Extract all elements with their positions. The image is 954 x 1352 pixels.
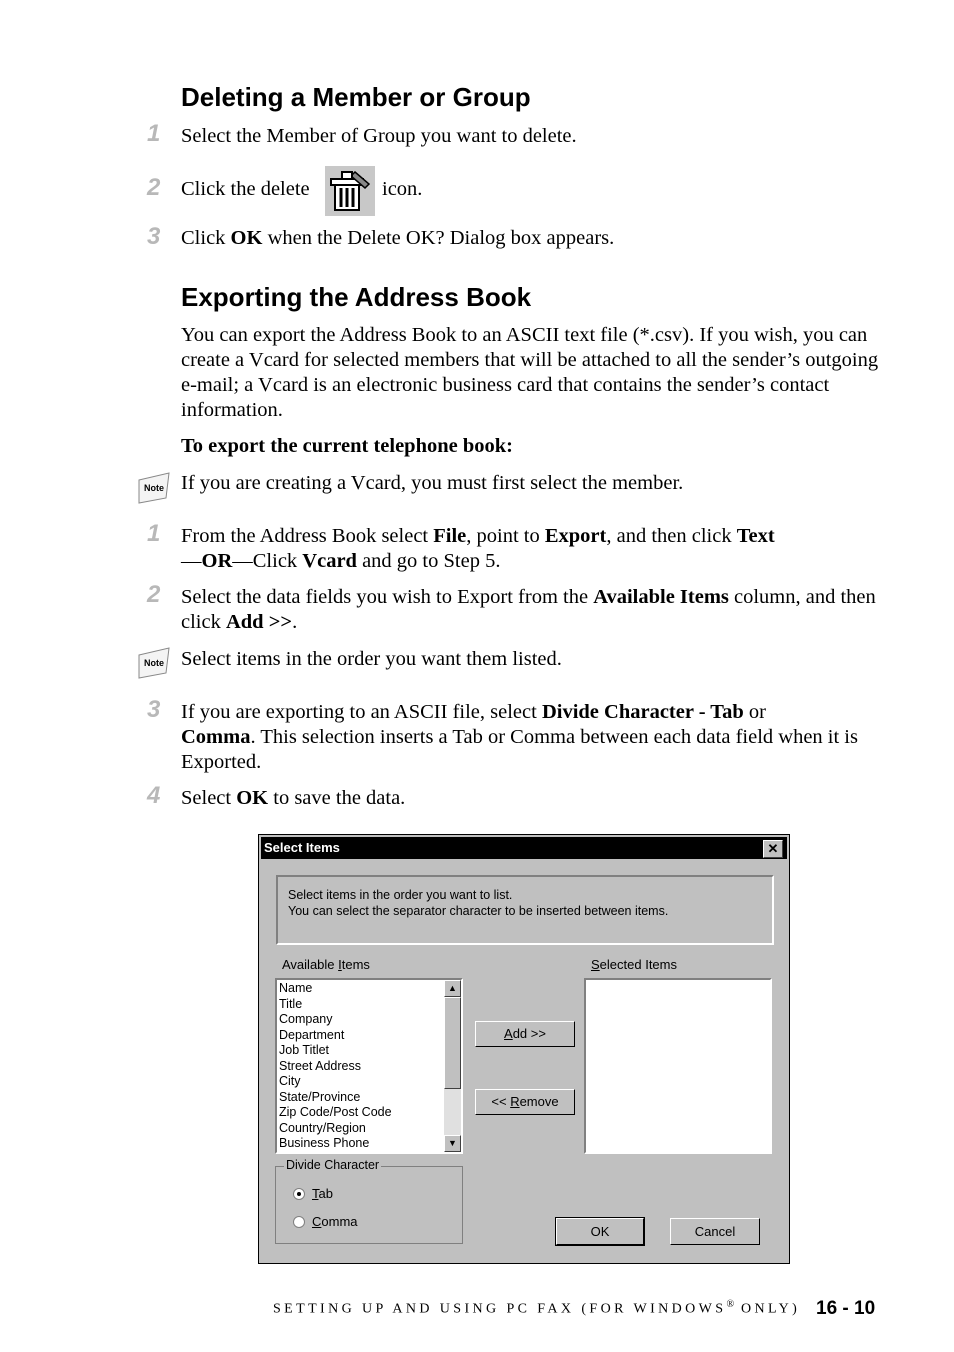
step-number: 1: [147, 120, 161, 147]
divide-character-group: [275, 1158, 463, 1244]
label-part: Available: [282, 957, 339, 972]
scroll-up-icon[interactable]: ▲: [444, 980, 461, 997]
list-item[interactable]: Name: [279, 981, 313, 995]
list-item[interactable]: Business Phone: [279, 1136, 370, 1150]
footer-text: ONLY): [734, 1301, 801, 1317]
text-bold: Divide Character - Tab: [541, 701, 744, 723]
comma-radio-label[interactable]: [312, 1214, 358, 1229]
info-line: You can select the separator character to be inserted between items.: [288, 904, 669, 918]
list-item[interactable]: Title: [279, 996, 303, 1011]
label-part: elected Items: [599, 957, 677, 972]
label-mnemonic: C: [312, 1214, 322, 1229]
ok-button[interactable]: OK: [556, 1218, 644, 1245]
info-line: Select items in the order you want to list.: [288, 888, 513, 902]
intro-paragraph: You can export the Address Book to an ASCII text file (*.csv). If you wish, you can create a Vcard for selected members that will be attached to all the sender’s outgoing e-mail; a Vcard is an electronic business card that contains the sender’s contact information.: [181, 324, 879, 421]
list-item[interactable]: Department: [279, 1027, 345, 1042]
text-bold: Comma: [181, 726, 251, 748]
tab-radio-label[interactable]: [312, 1186, 333, 1201]
tab-radio[interactable]: [293, 1188, 305, 1200]
btn-label: <<: [491, 1094, 511, 1109]
text-part: If you are exporting to an ASCII file, select: [181, 701, 542, 723]
info-box: [276, 875, 774, 945]
text-bold: Vcard: [302, 550, 357, 572]
scroll-thumb[interactable]: [444, 997, 461, 1089]
section-title-export: Exporting the Address Book: [181, 282, 532, 312]
step-number: 3: [147, 696, 161, 723]
dialog-title: Select Items: [264, 840, 340, 855]
list-item[interactable]: Company: [279, 1012, 333, 1026]
btn-label: dd >>: [512, 1026, 546, 1041]
note-text: If you are creating a Vcard, you must first select the member.: [181, 472, 684, 494]
text-part: , and then click: [606, 525, 737, 547]
text-part: .: [292, 611, 298, 633]
text-part: and go to Step 5.: [356, 550, 501, 572]
list-item[interactable]: Job Titlet: [279, 1043, 330, 1057]
text-part: Select the data fields you wish to Export from the: [181, 586, 594, 608]
label-mnemonic: I: [338, 957, 342, 972]
step-number: 4: [147, 782, 161, 809]
scroll-down-icon[interactable]: ▼: [444, 1135, 461, 1152]
text-part: column, and then click: [181, 586, 876, 633]
step-text: [181, 524, 881, 574]
note-label: Note: [144, 658, 164, 668]
text-part: From the Address Book select: [181, 525, 434, 547]
step-text: [181, 585, 881, 635]
note-icon: [136, 470, 172, 506]
add-button[interactable]: [475, 1021, 575, 1047]
available-items-list[interactable]: [275, 978, 463, 1154]
note-label: Note: [144, 483, 164, 493]
text-bold: OK: [230, 227, 263, 249]
label-mnemonic: S: [591, 957, 600, 972]
text-bold: Text: [736, 525, 775, 547]
label-part: tems: [341, 957, 370, 972]
list-item[interactable]: Country/Region: [279, 1120, 366, 1135]
list-item[interactable]: City: [279, 1074, 301, 1088]
registered-mark: ®: [726, 1299, 735, 1310]
text-bold: Export: [544, 525, 607, 547]
dialog-titlebar: [261, 837, 787, 859]
text-bold: File: [433, 525, 467, 547]
text-part: Click: [181, 227, 231, 249]
footer-text: SETTING UP AND USING PC FAX (FOR WINDOWS: [273, 1301, 727, 1317]
text-part: to save the data.: [268, 787, 406, 809]
step-text: [181, 177, 310, 202]
divide-character-label: Divide Character: [286, 1158, 380, 1172]
text-bold: Add >>: [225, 611, 293, 633]
step-number: 2: [147, 581, 161, 608]
selected-items-list[interactable]: [584, 978, 772, 1154]
text-bold: Available Items: [593, 586, 729, 608]
delete-icon: [325, 166, 375, 216]
label-part: ab: [318, 1186, 333, 1201]
text-bold: OK: [236, 787, 269, 809]
step-text: [181, 226, 614, 251]
comma-radio[interactable]: [293, 1216, 305, 1228]
select-items-dialog: [258, 834, 790, 1264]
page-number: 16 - 10: [816, 1298, 876, 1319]
available-items-label: [282, 957, 370, 972]
step-text: Select the Member of Group you want to delete.: [181, 125, 577, 147]
text-part: when the Delete OK? Dialog box appears.: [262, 227, 615, 249]
list-item[interactable]: Zip Code/Post Code: [279, 1105, 392, 1119]
text-part: Select: [181, 787, 237, 809]
subhead-text: To export the current telephone book:: [181, 435, 513, 457]
close-icon[interactable]: ✕: [763, 840, 783, 858]
step-text-part: Click the delete: [181, 178, 310, 200]
text-part: or: [743, 701, 766, 723]
step-text: icon.: [382, 178, 423, 200]
cancel-button[interactable]: Cancel: [670, 1218, 760, 1245]
btn-mnemonic: R: [510, 1094, 520, 1109]
btn-mnemonic: A: [504, 1026, 513, 1041]
available-items-scrollbar[interactable]: [444, 980, 461, 1152]
text-part: —Click: [232, 550, 303, 572]
list-item[interactable]: State/Province: [279, 1089, 361, 1104]
selected-items-label: [591, 957, 677, 972]
step-number: 2: [147, 174, 161, 201]
step-number: 1: [147, 520, 161, 547]
step-text: [181, 700, 881, 775]
subhead: [181, 434, 513, 459]
remove-button[interactable]: [475, 1089, 575, 1115]
text-bold: OR: [201, 550, 233, 572]
label-part: omma: [321, 1214, 358, 1229]
step-number: 3: [147, 223, 161, 250]
list-item[interactable]: Street Address: [279, 1058, 361, 1073]
text-part: —: [181, 550, 202, 572]
text-part: , point to: [466, 525, 545, 547]
label-mnemonic: T: [312, 1186, 319, 1201]
btn-label: emove: [519, 1094, 559, 1109]
text-part: . This selection inserts a Tab or Comma between each data field when it is Exported.: [181, 726, 858, 773]
section-title-delete: Deleting a Member or Group: [181, 82, 531, 112]
note-icon: [136, 645, 172, 681]
note-text: Select items in the order you want them listed.: [181, 648, 562, 670]
step-text: [181, 786, 405, 811]
running-footer: [273, 1299, 800, 1318]
